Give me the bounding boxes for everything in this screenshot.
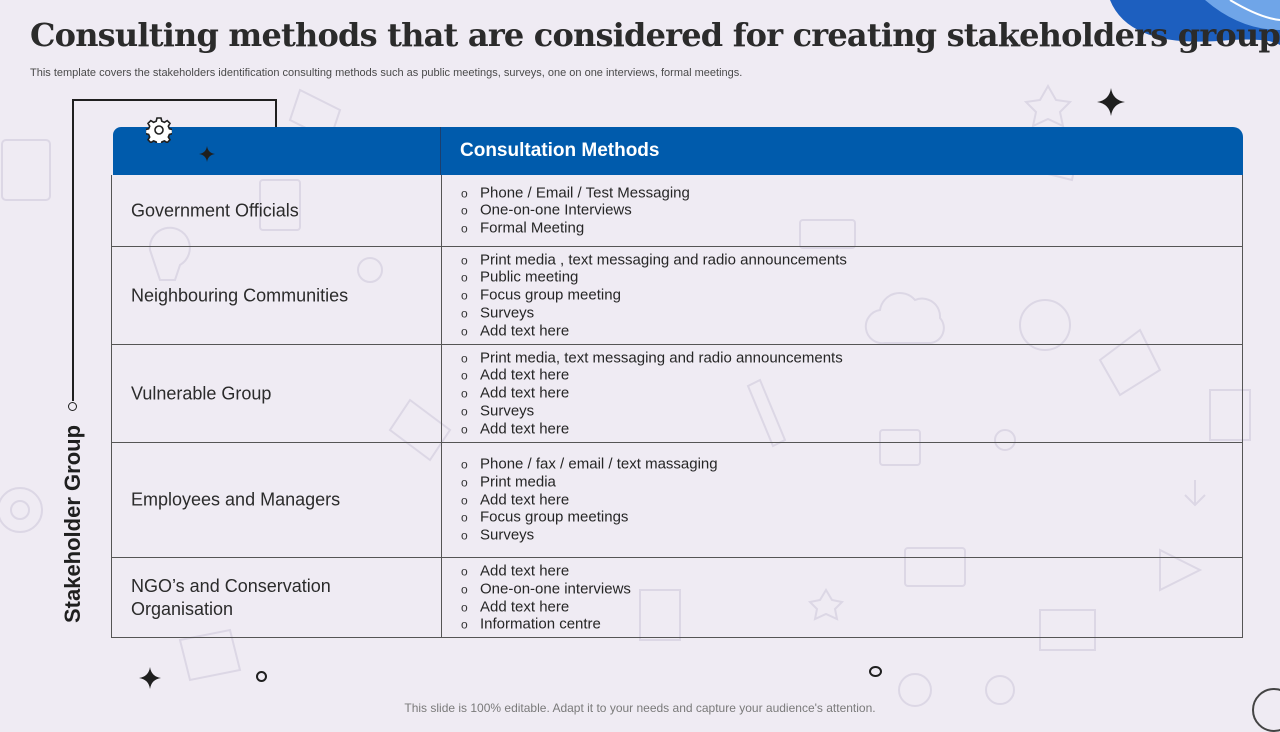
bracket-line-top bbox=[72, 99, 277, 101]
sparkle-icon bbox=[139, 667, 161, 689]
methods-list bbox=[459, 251, 847, 340]
method-item: o Add text here bbox=[459, 367, 843, 385]
methods-table bbox=[111, 175, 1243, 638]
method-item: o Add text here bbox=[459, 562, 631, 580]
method-item: o Add text here bbox=[459, 491, 718, 509]
methods-list bbox=[459, 184, 690, 237]
column-divider bbox=[441, 345, 442, 442]
table-row bbox=[112, 442, 1242, 557]
column-divider bbox=[441, 247, 442, 344]
slide-subtitle: This template covers the stakeholders identification consulting methods such as public meetings, surveys, one on one interviews, formal meetings. bbox=[30, 67, 743, 79]
method-item: o Phone / Email / Test Messaging bbox=[459, 184, 690, 202]
method-item: o Focus group meeting bbox=[459, 287, 847, 305]
table-header bbox=[113, 127, 1243, 175]
methods-list bbox=[459, 562, 631, 633]
table-row bbox=[112, 344, 1242, 442]
stakeholder-name: Neighbouring Communities bbox=[131, 285, 349, 305]
method-item: o Add text here bbox=[459, 322, 847, 340]
consultation-methods-heading: Consultation Methods bbox=[460, 140, 660, 161]
gear-icon bbox=[146, 117, 172, 143]
header-divider bbox=[440, 127, 441, 175]
stakeholder-name: Employees and Managers bbox=[131, 489, 341, 510]
method-item: o One-on-one Interviews bbox=[459, 202, 690, 220]
column-divider bbox=[441, 443, 442, 557]
sparkle-icon bbox=[199, 146, 215, 162]
bracket-line-left bbox=[72, 99, 74, 401]
method-item: o Print media , text messaging and radio announcements bbox=[459, 251, 847, 269]
slide-title: Consulting methods that are considered for creating stakeholders group bbox=[30, 16, 1280, 54]
table-row bbox=[112, 175, 1242, 246]
ring-decoration bbox=[256, 671, 267, 682]
method-item: o Phone / fax / email / text massaging bbox=[459, 456, 718, 474]
column-divider bbox=[441, 558, 442, 638]
methods-list bbox=[459, 456, 718, 545]
sparkle-icon bbox=[1097, 87, 1125, 117]
method-item: o Formal Meeting bbox=[459, 219, 690, 237]
stakeholder-name: Vulnerable Group bbox=[131, 383, 272, 403]
bracket-end-dot bbox=[68, 402, 77, 411]
method-item: o Print media bbox=[459, 473, 718, 491]
table-row bbox=[112, 246, 1242, 344]
table-row bbox=[112, 557, 1242, 638]
method-item: o Add text here bbox=[459, 598, 631, 616]
slide-footer: This slide is 100% editable. Adapt it to your needs and capture your audience's attention. bbox=[404, 701, 876, 715]
method-item: o Surveys bbox=[459, 527, 718, 545]
stakeholder-group-label: Stakeholder Group bbox=[60, 424, 85, 624]
method-item: o Information centre bbox=[459, 616, 631, 634]
method-item: o Focus group meetings bbox=[459, 509, 718, 527]
method-item: o Add text here bbox=[459, 385, 843, 403]
bracket-line-right bbox=[275, 99, 277, 129]
method-item: o Print media, text messaging and radio announcements bbox=[459, 349, 843, 367]
stakeholder-name: NGO’s and Conservation Organisation bbox=[131, 576, 331, 619]
ring-decoration bbox=[869, 666, 882, 677]
column-divider bbox=[441, 175, 442, 246]
method-item: o Surveys bbox=[459, 402, 843, 420]
methods-list bbox=[459, 349, 843, 438]
method-item: o Public meeting bbox=[459, 269, 847, 287]
stakeholder-name: Government Officials bbox=[131, 200, 299, 220]
method-item: o Add text here bbox=[459, 420, 843, 438]
method-item: o Surveys bbox=[459, 304, 847, 322]
method-item: o One-on-one interviews bbox=[459, 580, 631, 598]
